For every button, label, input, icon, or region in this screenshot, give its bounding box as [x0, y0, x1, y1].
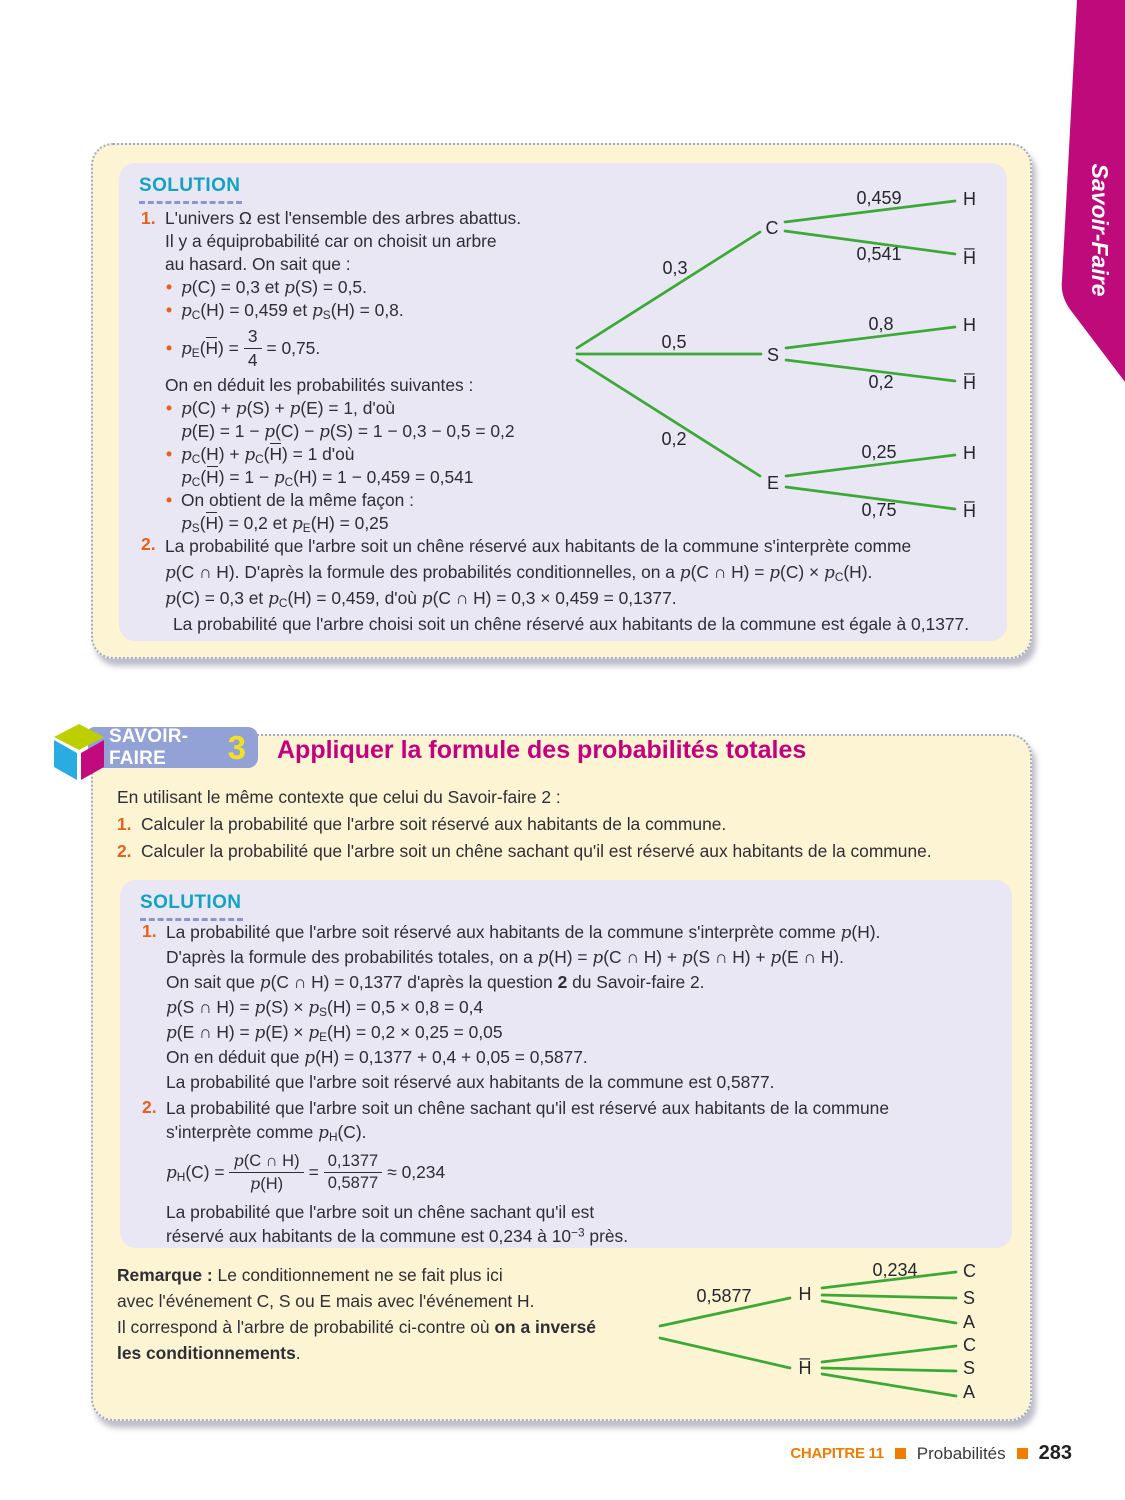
question-1 — [117, 811, 932, 838]
branch-probability: 0,2 — [661, 429, 687, 449]
text-line: On en déduit les probabilités suivantes : — [165, 375, 474, 395]
branch-probability: 0,3 — [662, 258, 688, 278]
question-number: 1. — [117, 814, 132, 834]
text-line: p(E ∩ $H) = p(E) \times p_E(H) = 0,2 \times 0,25 = 0,05$ — [166, 1022, 503, 1044]
banner-number: 3 — [227, 729, 246, 766]
question-number: 2. — [117, 841, 132, 861]
tree-branch — [822, 1346, 956, 1362]
text-line: La probabilité que l'arbre soit réservé aux habitants de la commune s'interprète comme p(H). — [166, 922, 881, 942]
item-number: 2. — [142, 1097, 157, 1117]
separator-square-icon — [895, 1448, 906, 1459]
text-line: On en déduit que p(H) = 0,1377 + 0,4 + 0,05 = 0,5877. — [166, 1047, 588, 1067]
probability-tree-cse — [557, 170, 1005, 538]
text-line: Remarque : Le conditionnement ne se fait plus ici — [117, 1265, 503, 1285]
solution-item-2 — [142, 1096, 889, 1248]
text-line: p(E) = 1 − p(C) − p(S) = 1 − 0,3 − 0,5 = 0,2 — [181, 421, 515, 441]
tab-label: Savoir-Faire — [1087, 163, 1113, 297]
tree-branch — [577, 360, 760, 476]
solution-heading: SOLUTION — [139, 175, 242, 204]
tree-node: E — [766, 473, 780, 493]
item-number: 1. — [141, 208, 156, 228]
branch-probability: 0,459 — [856, 188, 902, 208]
text-line: L'univers Ω est l'ensemble des arbres abattus. — [165, 208, 522, 228]
section-title: Appliquer la formule des probabilités totales — [277, 736, 807, 764]
bullet-marker: • — [166, 398, 173, 418]
formula-result: ≈ 0,234 — [387, 1162, 446, 1182]
text-line: $p_C(H) = 1 - p_C(H) = 1 - 0,459 = 0,541$ — [181, 467, 474, 489]
savoir-faire-banner — [88, 727, 258, 768]
text-line: La probabilité que l'arbre soit un chêne sachant qu'il est réservé aux habitants de la commune — [166, 1098, 889, 1118]
tree-leaf: C — [963, 1335, 976, 1355]
tree-branch — [822, 1368, 956, 1371]
savoir-faire-cube-icon — [52, 722, 106, 782]
text-line: En utilisant le même contexte que celui du Savoir-faire 2 : — [117, 787, 561, 807]
separator-square-icon — [1017, 1448, 1028, 1459]
text-line: La probabilité que l'arbre soit un chêne sachant qu'il est — [166, 1202, 595, 1222]
question-2 — [117, 838, 932, 865]
tree-leaf: H — [963, 315, 976, 335]
tree-branch — [577, 232, 760, 348]
fraction-denominator: p(H) — [249, 1174, 284, 1193]
fraction-denominator: 0,5877 — [327, 1174, 379, 1192]
solution-panel — [120, 880, 1012, 1248]
fraction-numerator: 0,1377 — [324, 1152, 382, 1173]
bullet-marker: • — [166, 444, 173, 464]
text-line: p(S ∩ $H) = p(S) \times p_S(H) = 0,5 \times 0,8 = 0,4$ — [166, 997, 484, 1019]
text-line: La probabilité que l'arbre soit un chêne réservé aux habitants de la commune s'interprète comme — [165, 536, 912, 556]
text-line: Il correspond à l'arbre de probabilité ci-contre où on a inversé — [117, 1317, 596, 1337]
fraction-prefix: $p_E(H)$ = — [181, 337, 239, 360]
text-line: avec l'événement C, S ou E mais avec l'événement H. — [117, 1291, 535, 1311]
bullet-text: p(C) + p(S) + p(E) = 1, d'où — [181, 398, 396, 418]
formula-lead: $p_H(C)$ = — [166, 1162, 225, 1184]
savoir-faire-2-solution-box — [91, 143, 1032, 659]
tree-branch — [660, 1338, 790, 1368]
solution-heading: SOLUTION — [140, 892, 243, 921]
bullet-marker: • — [166, 338, 173, 358]
solution-item-1 — [141, 207, 615, 535]
fraction — [229, 1151, 303, 1194]
text-line: La probabilité que l'arbre choisi soit un chêne réservé aux habitants de la commune est égale à 0,1377. — [173, 614, 970, 634]
solution-item-2 — [141, 533, 1031, 637]
banner-label: SAVOIR-FAIRE — [109, 725, 189, 769]
question-text: Calculer la probabilité que l'arbre soit un chêne sachant qu'il est réservé aux habitants de la commune. — [141, 841, 932, 861]
solution-panel — [119, 163, 1007, 641]
branch-probability: 0,541 — [856, 244, 902, 264]
bullet-marker: • — [166, 490, 173, 510]
item-number: 2. — [141, 534, 156, 554]
fraction-denominator: 4 — [247, 349, 258, 370]
tree-leaf: S — [963, 1288, 976, 1308]
fraction-numerator: 3 — [244, 326, 262, 349]
chapter-label: CHAPITRE 11 — [790, 1445, 884, 1462]
question-text: Calculer la probabilité que l'arbre soit réservé aux habitants de la commune. — [141, 814, 727, 834]
branch-probability: 0,8 — [868, 314, 894, 334]
text-line: $p_S(H) = 0,2$ et $p_E(H) = 0,25$ — [181, 513, 389, 535]
savoir-faire-side-tab — [1055, 0, 1125, 390]
conditional-probability-formula — [166, 1151, 889, 1194]
tree-leaf: C — [963, 1261, 976, 1281]
chapter-title: Probabilités — [916, 1443, 1006, 1463]
tree-leaf: H̅ — [963, 248, 976, 268]
tree-node: H — [798, 1284, 812, 1304]
tree-branch — [822, 1295, 956, 1298]
fraction — [324, 1152, 382, 1193]
tree-leaf: S — [963, 1358, 976, 1378]
branch-probability: 0,75 — [861, 500, 897, 520]
bullet-text: p(C) = 0,3 et p(S) = 0,5. — [181, 277, 367, 297]
text-line: au hasard. On sait que : — [165, 254, 351, 274]
bullet-text: $p_C(H) + p_C(H) = 1$ d'où — [181, 444, 355, 466]
bullet-line — [165, 397, 615, 420]
text-line: Il y a équiprobabilité car on choisit un arbre — [165, 231, 497, 251]
bullet-line — [165, 489, 615, 512]
bullet-line — [165, 443, 615, 466]
text-line: D'après la formule des probabilités totales, on a p(H) = p(C ∩ H) + p(S ∩ H) + p(E ∩ H). — [166, 947, 844, 967]
tree-leaf: A — [963, 1312, 976, 1332]
probability-tree-inverted — [636, 1240, 1016, 1418]
branch-probability: 0,5 — [661, 332, 687, 352]
fraction — [244, 326, 262, 371]
tree-leaf: A — [963, 1382, 976, 1402]
savoir-faire-3-box — [91, 734, 1032, 1421]
bullet-marker: • — [166, 277, 173, 297]
page-number: 283 — [1038, 1442, 1072, 1464]
bullet-fraction-line — [165, 322, 615, 374]
tree-branch — [822, 1301, 956, 1323]
text-line: les conditionnements. — [117, 1343, 301, 1363]
tree-branch — [822, 1374, 956, 1396]
bullet-text: On obtient de la même façon : — [181, 490, 414, 510]
tree-leaf: H̅ — [963, 501, 976, 521]
tree-leaf: H — [963, 189, 976, 209]
bullet-line — [165, 276, 615, 299]
text-line: p(C) = 0,3 et $p_C(H) = 0,459$, d'où p(C ∩ H) = 0,3 × 0,459 = 0,1377. — [165, 588, 677, 610]
tree-node: S — [766, 345, 780, 365]
text-line: La probabilité que l'arbre soit réservé aux habitants de la commune est 0,5877. — [166, 1072, 775, 1092]
fraction-numerator: p(C ∩ H) — [229, 1151, 303, 1173]
branch-probability: 0,5877 — [696, 1286, 752, 1306]
solution-item-1 — [142, 920, 880, 1095]
exercise-statement — [117, 784, 932, 865]
tree-node: C — [765, 218, 779, 238]
tree-leaf: H — [963, 443, 976, 463]
text-line: p(C ∩ H). D'après la formule des probabilités conditionnelles, on a p(C ∩ $H) = p(C) \times p_C(H)$. — [165, 562, 873, 584]
page-footer — [790, 1442, 1072, 1465]
tree-node: H̅ — [798, 1358, 812, 1378]
branch-probability: 0,234 — [872, 1260, 918, 1280]
item-number: 1. — [142, 921, 157, 941]
text-line: On sait que p(C ∩ H) = 0,1377 d'après la question 2 du Savoir-faire 2. — [166, 972, 705, 992]
branch-probability: 0,2 — [868, 372, 894, 392]
fraction-suffix: = 0,75. — [266, 337, 321, 358]
text-line: réservé aux habitants de la commune est 0,234 à $10^{-3}$ près. — [166, 1225, 629, 1246]
bullet-marker: • — [166, 300, 173, 320]
equals-sign: = — [308, 1162, 319, 1182]
remark-block — [117, 1262, 697, 1366]
bullet-text: $p_C(H) = 0,459$ et $p_S(H) = 0,8$. — [181, 300, 404, 322]
tree-leaf: H̅ — [963, 373, 976, 393]
text-line: s'interprète comme $p_H(C)$. — [166, 1122, 367, 1144]
branch-probability: 0,25 — [861, 442, 897, 462]
bullet-line — [165, 299, 615, 322]
